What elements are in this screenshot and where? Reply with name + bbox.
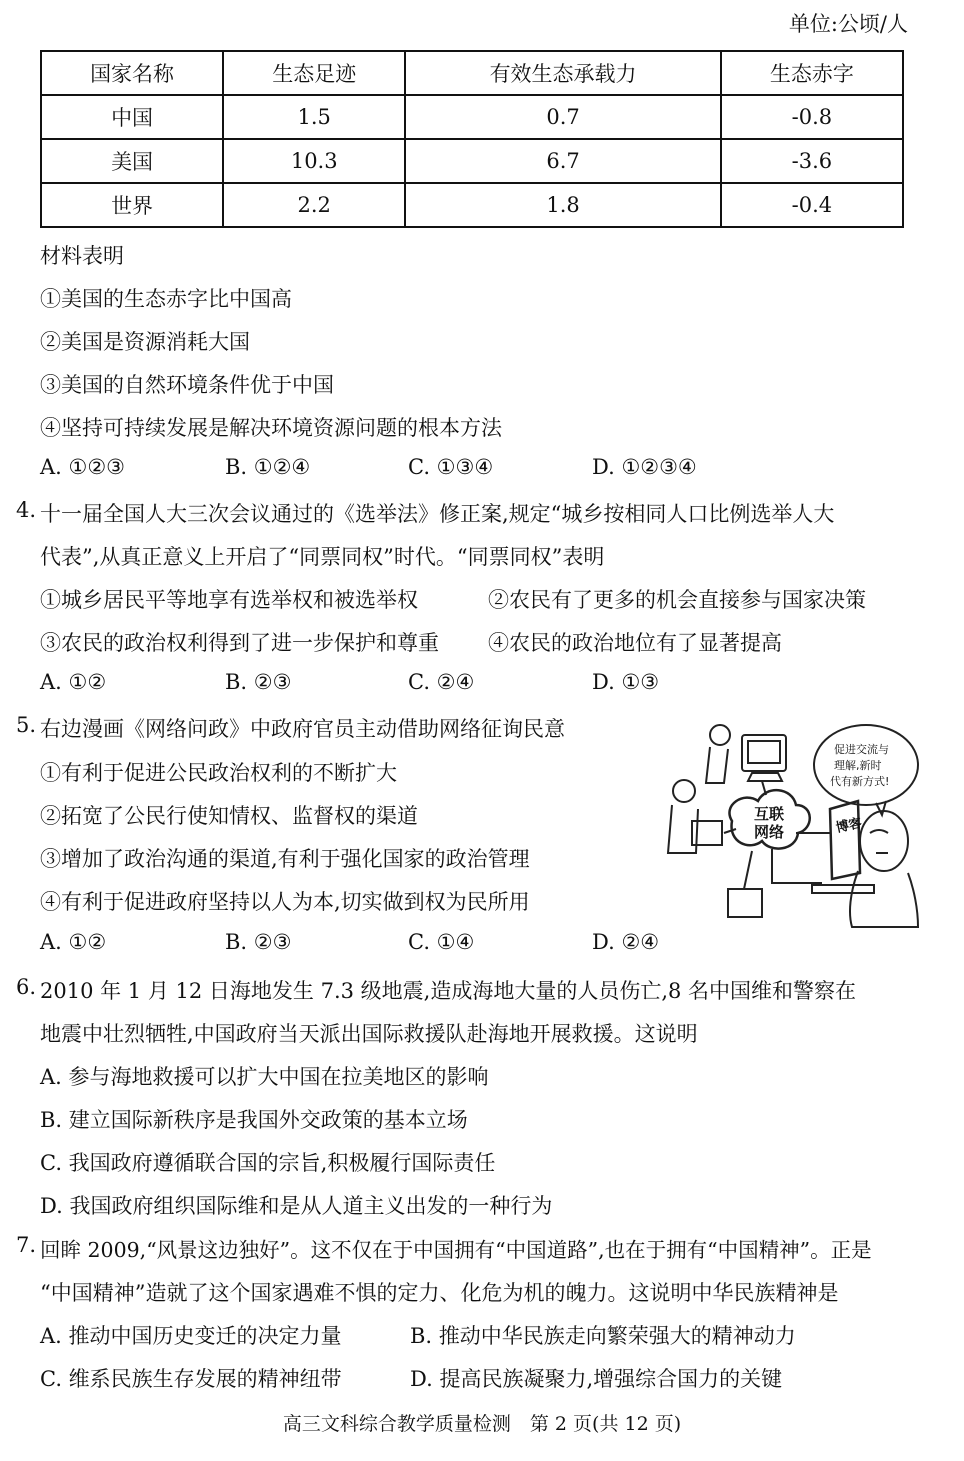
q3-option-c: C. ①③④ (408, 455, 494, 479)
q5-item-3: ③增加了政治沟通的渠道,有利于强化国家的政治管理 (40, 847, 530, 871)
q5-number: 5. (16, 713, 37, 737)
q6-option-b: B. 建立国际新秩序是我国外交政策的基本立场 (40, 1108, 468, 1132)
table-cell: 1.8 (405, 183, 721, 227)
table-row (41, 183, 903, 227)
header-footprint: 生态足迹 (223, 51, 405, 95)
q5-options (0, 930, 964, 960)
ecological-footprint-table (40, 50, 904, 228)
q3-option-d: D. ①②③④ (592, 455, 697, 479)
q6-stem-line-2: 地震中壮烈牺牲,中国政府当天派出国际救援队赴海地开展救援。这说明 (40, 1022, 698, 1046)
q3-item-1: ①美国的生态赤字比中国高 (40, 287, 292, 311)
header-deficit: 生态赤字 (721, 51, 903, 95)
q3-option-b: B. ①②④ (225, 455, 311, 479)
q3-stem: 材料表明 (40, 244, 124, 268)
q4-items-row-2 (0, 627, 964, 657)
q7-stem-line-2: “中国精神”造就了这个国家遇难不惧的定力、化危为机的魄力。这说明中华民族精神是 (40, 1281, 839, 1305)
q5-option-a: A. ①② (40, 930, 107, 954)
q4-items-row-1 (0, 584, 964, 614)
q7-option-c: C. 维系民族生存发展的精神纽带 (40, 1367, 342, 1391)
table-cell: 0.7 (405, 95, 721, 139)
table-cell: 中国 (41, 95, 223, 139)
header-country: 国家名称 (41, 51, 223, 95)
q4-stem-line-1: 十一届全国人大三次会议通过的《选举法》修正案,规定“城乡按相同人口比例选举人大 (40, 502, 835, 526)
q4-option-d: D. ①③ (592, 670, 660, 694)
q3-options (0, 455, 964, 485)
header-capacity: 有效生态承载力 (405, 51, 721, 95)
q7-option-d: D. 提高民族凝聚力,增强综合国力的关键 (410, 1367, 783, 1391)
unit-label: 单位:公顷/人 (788, 12, 908, 36)
q4-item-3: ③农民的政治权利得到了进一步保护和尊重 (40, 631, 439, 655)
q7-number: 7. (16, 1233, 37, 1257)
bubble-line-3: 代有新方式! (830, 775, 890, 788)
cloud-line-1: 互联 (754, 805, 785, 823)
q7-option-b: B. 推动中华民族走向繁荣强大的精神动力 (410, 1324, 796, 1348)
q4-item-1: ①城乡居民平等地享有选举权和被选举权 (40, 588, 418, 612)
q4-item-4: ④农民的政治地位有了显著提高 (488, 631, 782, 655)
q5-item-2: ②拓宽了公民行使知情权、监督权的渠道 (40, 804, 418, 828)
table-row (41, 95, 903, 139)
table-cell: -3.6 (721, 139, 903, 183)
q3-option-a: A. ①②③ (40, 455, 125, 479)
q6-option-d: D. 我国政府组织国际维和是从人道主义出发的一种行为 (40, 1194, 553, 1218)
q5-option-d: D. ②④ (592, 930, 660, 954)
q5-option-b: B. ②③ (225, 930, 292, 954)
q4-item-2: ②农民有了更多的机会直接参与国家决策 (488, 588, 866, 612)
table-header-row (41, 51, 903, 95)
q7-option-a: A. 推动中国历史变迁的决定力量 (40, 1324, 342, 1348)
table-cell: 2.2 (223, 183, 405, 227)
q4-number: 4. (16, 498, 37, 522)
q7-stem-line-1: 回眸 2009,“风景这边独好”。这不仅在于中国拥有“中国道路”,也在于拥有“中国精神”。正是 (40, 1238, 872, 1262)
q4-option-c: C. ②④ (408, 670, 475, 694)
q3-item-4: ④坚持可持续发展是解决环境资源问题的根本方法 (40, 416, 502, 440)
table-cell: 6.7 (405, 139, 721, 183)
bubble-line-1: 促进交流与 (834, 743, 889, 756)
internet-politics-cartoon (662, 713, 922, 933)
table-cell: 10.3 (223, 139, 405, 183)
q5-option-c: C. ①④ (408, 930, 475, 954)
q6-number: 6. (16, 975, 37, 999)
q4-option-b: B. ②③ (225, 670, 292, 694)
table-cell: -0.8 (721, 95, 903, 139)
cloud-line-2: 网络 (754, 823, 785, 841)
q3-item-2: ②美国是资源消耗大国 (40, 330, 250, 354)
q5-stem: 右边漫画《网络问政》中政府官员主动借助网络征询民意 (40, 717, 565, 741)
table-cell: 世界 (41, 183, 223, 227)
q5-item-4: ④有利于促进政府坚持以人为本,切实做到权为民所用 (40, 890, 530, 914)
table-row (41, 139, 903, 183)
q3-item-3: ③美国的自然环境条件优于中国 (40, 373, 334, 397)
q5-item-1: ①有利于促进公民政治权利的不断扩大 (40, 761, 397, 785)
q7-options-row-1 (0, 1320, 964, 1350)
q4-stem-line-2: 代表”,从真正意义上开启了“同票同权”时代。“同票同权”表明 (40, 545, 605, 569)
table-cell: 美国 (41, 139, 223, 183)
blog-screen-text: 博客 (834, 815, 864, 837)
q6-option-a: A. 参与海地救援可以扩大中国在拉美地区的影响 (40, 1065, 489, 1089)
bubble-line-2: 理解,新时 (834, 759, 882, 772)
q7-options-row-2 (0, 1363, 964, 1393)
cartoon-drawing (662, 713, 922, 933)
table-cell: 1.5 (223, 95, 405, 139)
page-footer: 高三文科综合教学质量检测 第 2 页(共 12 页) (282, 1413, 682, 1435)
table-cell: -0.4 (721, 183, 903, 227)
q6-option-c: C. 我国政府遵循联合国的宗旨,积极履行国际责任 (40, 1151, 496, 1175)
q4-option-a: A. ①② (40, 670, 107, 694)
q6-stem-line-1: 2010 年 1 月 12 日海地发生 7.3 级地震,造成海地大量的人员伤亡,8 名中国维和警察在 (40, 979, 857, 1003)
q4-options (0, 670, 964, 700)
